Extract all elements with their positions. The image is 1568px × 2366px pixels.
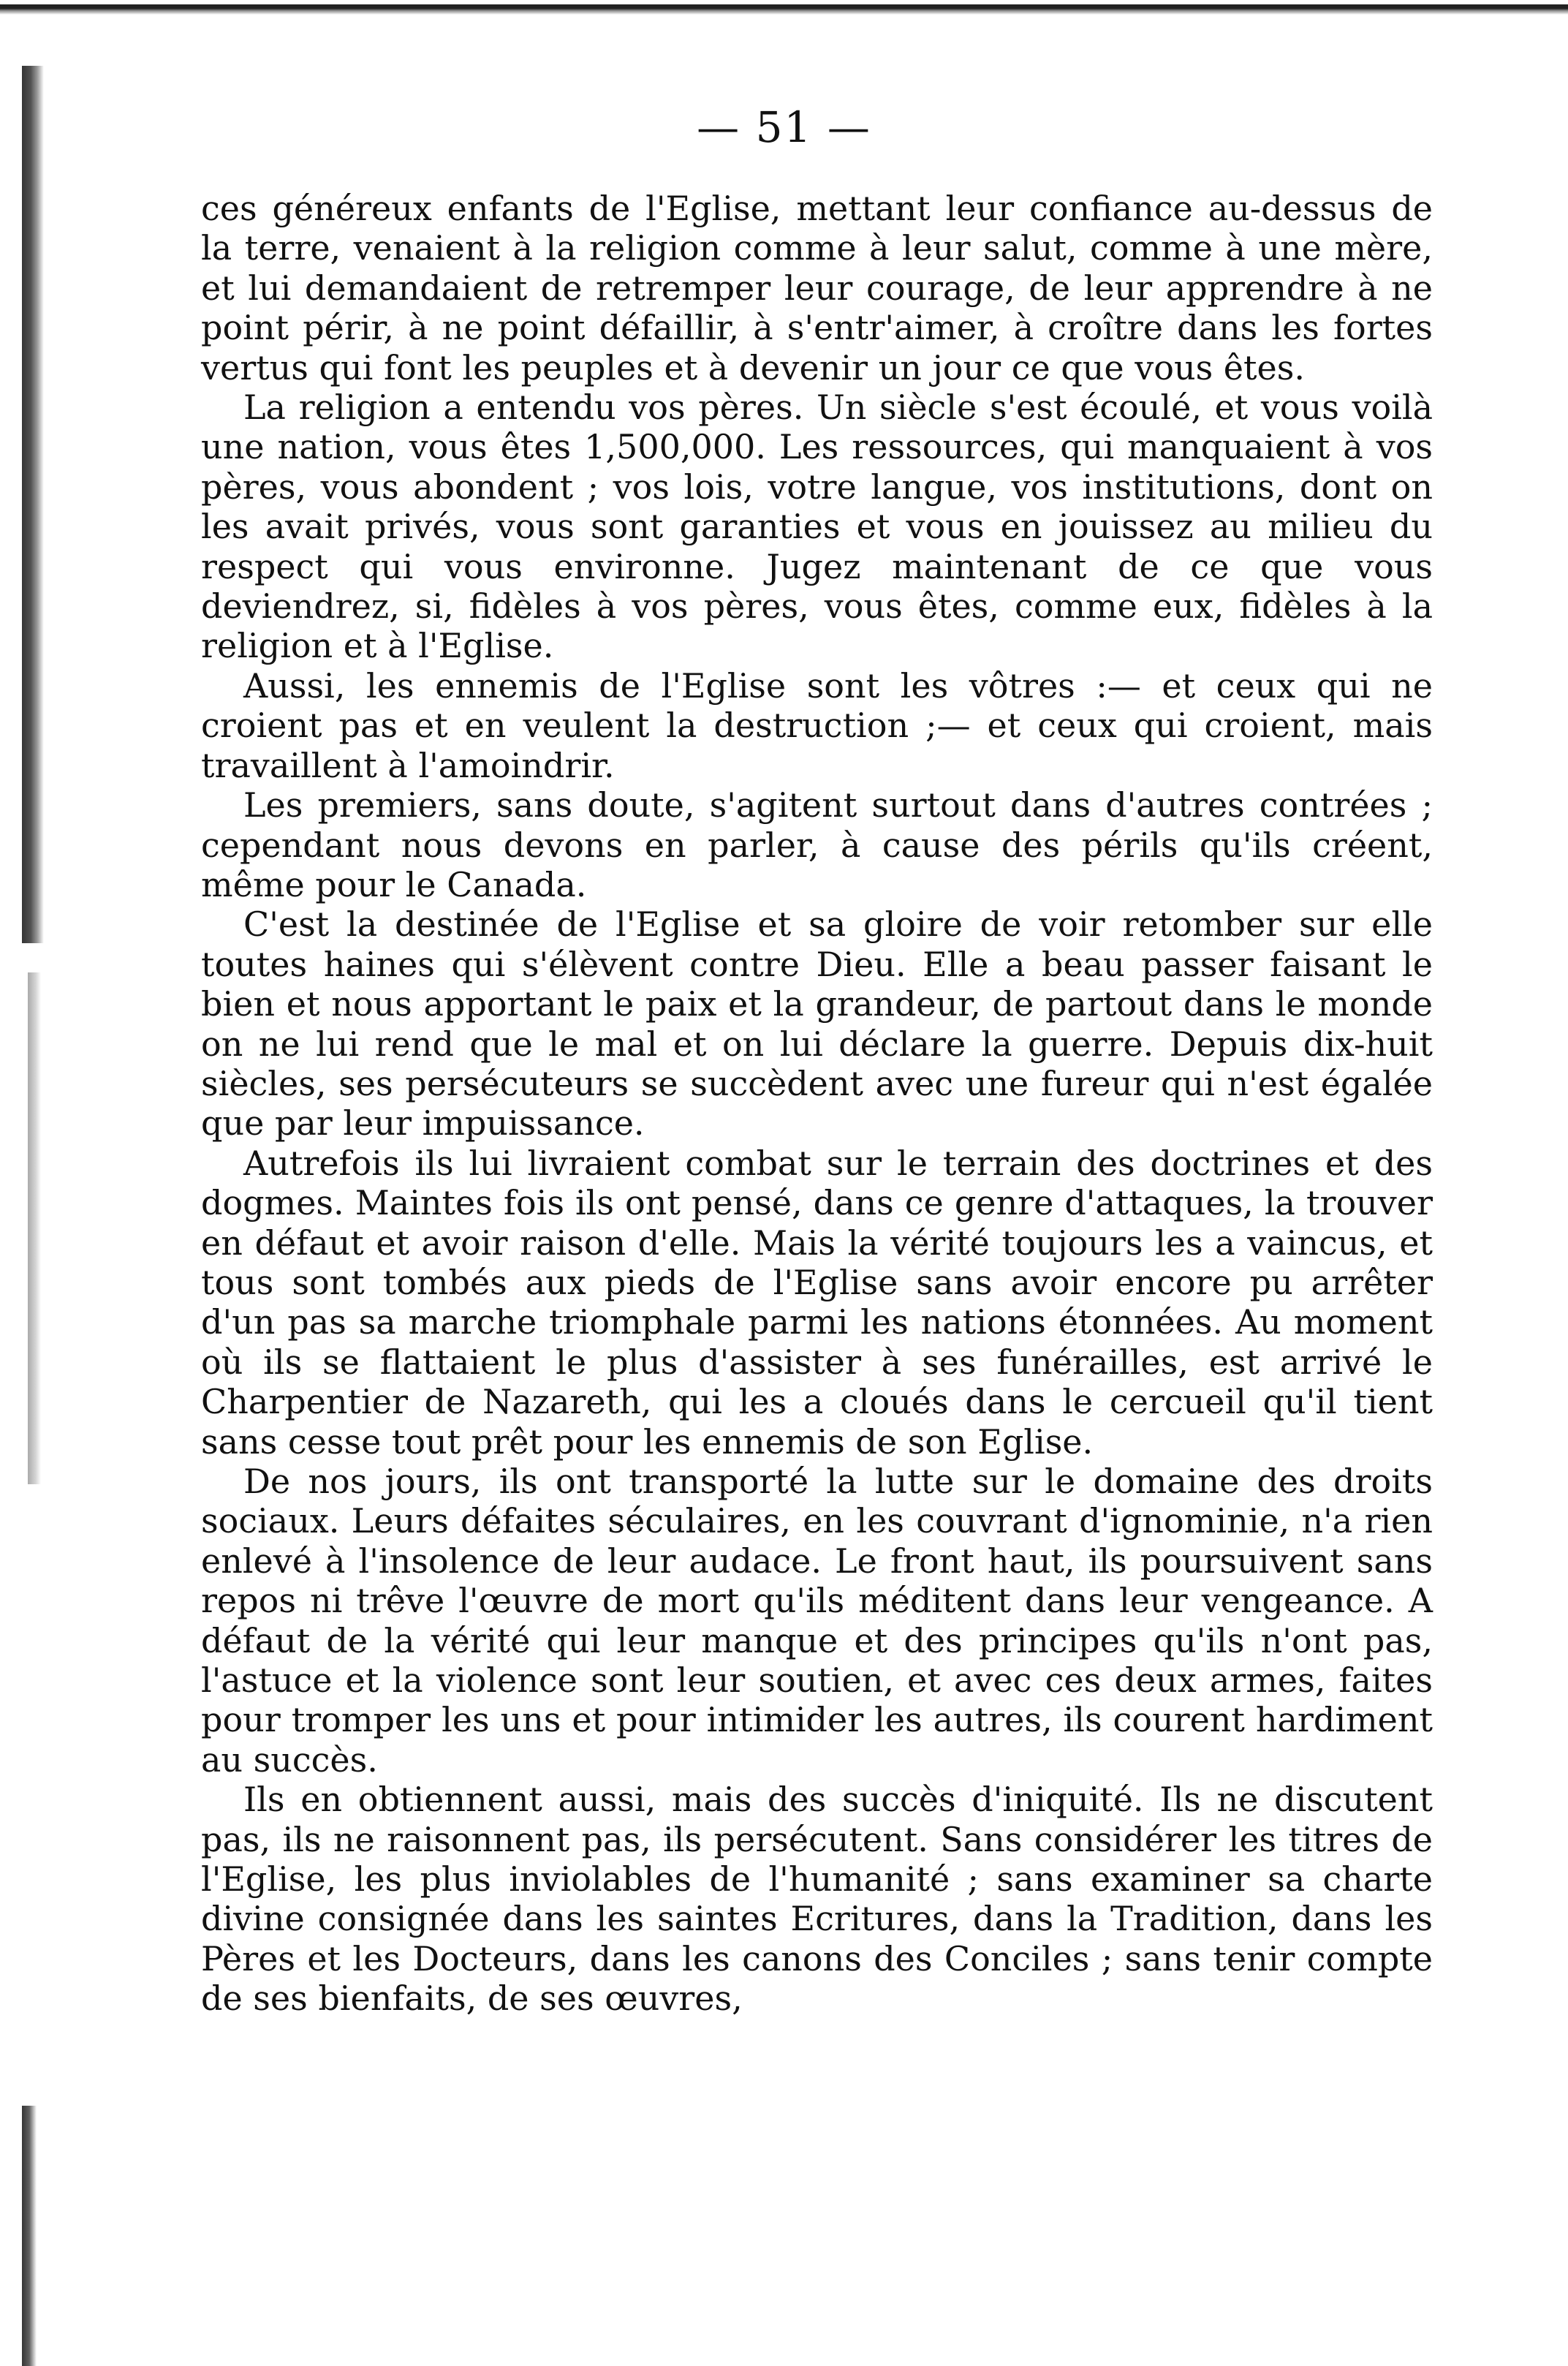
paragraph-continuation: ces généreux enfants de l'Eglise, mettant leur confiance au-dessus de la terre, venaient à la religion comme à leur salut, comme à une mère, et lui demandaient de retremper leur courage, de leur apprendre à ne point périr, à ne point défaillir, à s'entr'aimer, à croître dans les fortes vertus qui font les peuples et à devenir un jour ce que vous êtes.	[201, 189, 1433, 388]
paragraph: Les premiers, sans doute, s'agitent surtout dans d'autres contrées ; cependant nous devons en parler, à cause des périls qu'ils créent, même pour le Canada.	[201, 785, 1433, 904]
paragraph: Ils en obtiennent aussi, mais des succès d'iniquité. Ils ne discutent pas, ils ne raisonnent pas, ils persécutent. Sans considérer les titres de l'Eglise, les plus inviolables de l'humanité ; sans examiner sa charte divine consignée dans les saintes Ecritures, dans la Tradition, dans les Pères et les Docteurs, dans les canons des Conciles ; sans tenir compte de ses bienfaits, de ses œuvres,	[201, 1780, 1433, 2019]
paragraph: Autrefois ils lui livraient combat sur le terrain des doctrines et des dogmes. Maintes fois ils ont pensé, dans ce genre d'attaques, la trouver en défaut et avoir raison d'elle. Mais la vérité toujours les a vaincus, et tous sont tombés aux pieds de l'Eglise sans avoir encore pu arrêter d'un pas sa marche triomphale parmi les nations étonnées. Au moment où ils se flattaient le plus d'assister à ses funérailles, est arrivé le Charpentier de Nazareth, qui les a cloués dans le cercueil qu'il tient sans cesse tout prêt pour les ennemis de son Eglise.	[201, 1143, 1433, 1462]
body-text	[201, 189, 1433, 2019]
paragraph: C'est la destinée de l'Eglise et sa gloire de voir retomber sur elle toutes haines qui s'élèvent contre Dieu. Elle a beau passer faisant le bien et nous apportant le paix et la grandeur, de partout dans le monde on ne lui rend que le mal et on lui déclare la guerre. Depuis dix-huit siècles, ses persécuteurs se succèdent avec une fureur qui n'est égalée que par leur impuissance.	[201, 904, 1433, 1144]
scan-binding-shadow	[22, 66, 44, 943]
scan-binding-shadow-faint	[28, 972, 41, 1484]
scan-top-edge	[0, 4, 1568, 15]
paragraph: La religion a entendu vos pères. Un siècle s'est écoulé, et vous voilà une nation, vous êtes 1,500,000. Les ressources, qui manquaient à vos pères, vous abondent ; vos lois, votre langue, vos institutions, dont on les avait privés, vous sont garanties et vous en jouissez au milieu du respect qui vous environne. Jugez maintenant de ce que vous deviendrez, si, fidèles à vos pères, vous êtes, comme eux, fidèles à la religion et à l'Eglise.	[201, 388, 1433, 666]
paragraph: Aussi, les ennemis de l'Eglise sont les vôtres :— et ceux qui ne croient pas et en veulent la destruction ;— et ceux qui croient, mais travaillent à l'amoindrir.	[201, 665, 1433, 785]
paragraph: De nos jours, ils ont transporté la lutte sur le domaine des droits sociaux. Leurs défaites séculaires, en les couvrant d'ignominie, n'a rien enlevé à l'insolence de leur audace. Le front haut, ils poursuivent sans repos ni trêve l'œuvre de mort qu'ils méditent dans leur vengeance. A défaut de la vérité qui leur manque et des principes qu'ils n'ont pas, l'astuce et la violence sont leur soutien, et avec ces deux armes, faites pour tromper les uns et pour intimider les autres, ils courent hardiment au succès.	[201, 1462, 1433, 1780]
page-number: — 51 —	[697, 102, 871, 152]
scan-binding-shadow-bottom	[22, 2106, 37, 2366]
